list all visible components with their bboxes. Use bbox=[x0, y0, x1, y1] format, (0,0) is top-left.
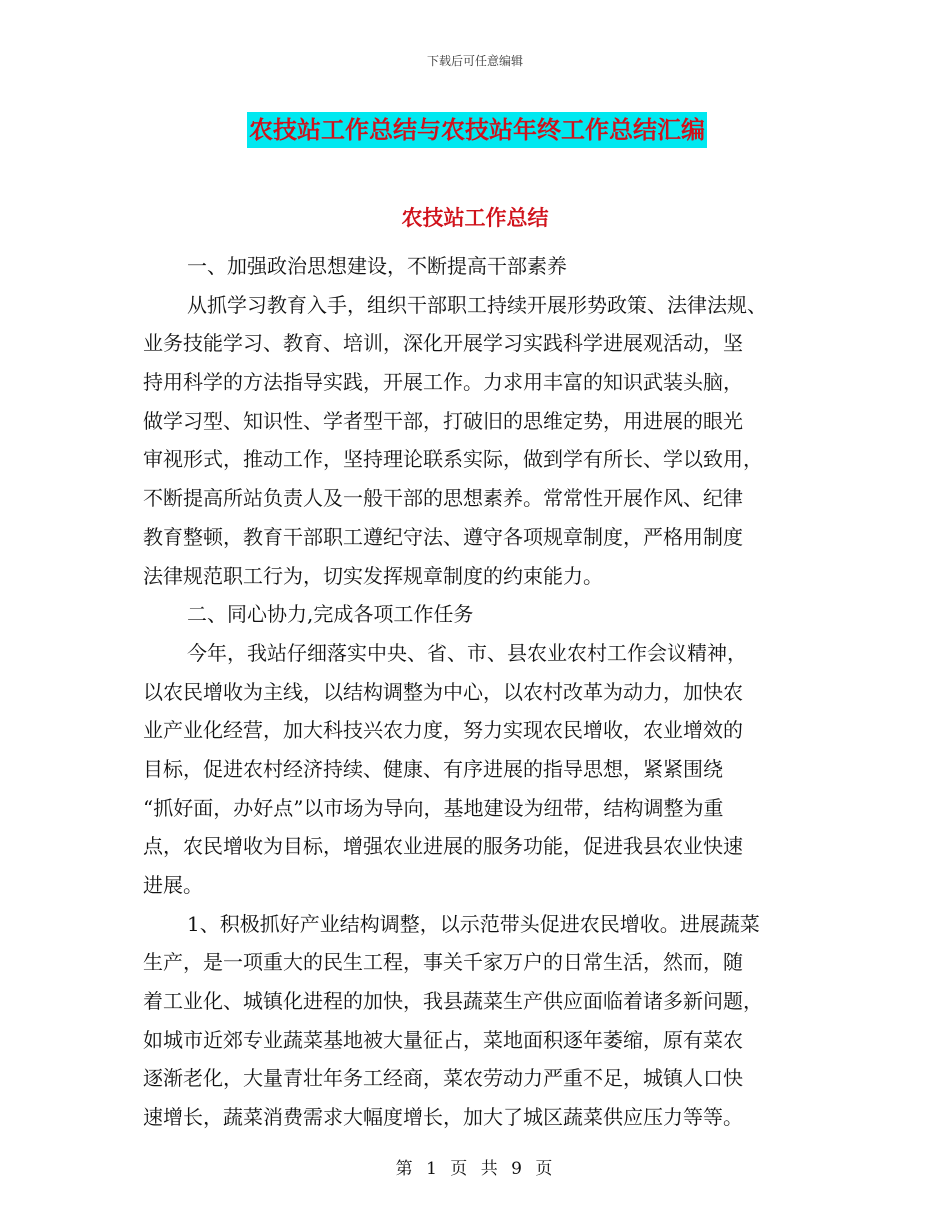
paragraph-line: 生产，是一项重大的民生工程，事关千家万户的日常生活，然而，随 bbox=[143, 950, 743, 975]
document-title: 农技站工作总结与农技站年终工作总结汇编 bbox=[247, 112, 707, 148]
paragraph-line: 教育整顿，教育干部职工遵纪守法、遵守各项规章制度，严格用制度 bbox=[143, 524, 743, 549]
page-number-footer: 第 1 页 共 9 页 bbox=[395, 1159, 555, 1179]
section-title: 农技站工作总结 bbox=[401, 205, 549, 230]
paragraph-line: 逐渐老化，大量青壮年务工经商，菜农劳动力严重不足，城镇人口快 bbox=[143, 1066, 743, 1091]
paragraph-line: 以农民增收为主线，以结构调整为中心，以农村改革为动力，加快农 bbox=[143, 679, 743, 704]
paragraph-line: “抓好面，办好点”以市场为导向，基地建设为纽带，结构调整为重 bbox=[143, 795, 724, 820]
paragraph-line: 着工业化、城镇化进程的加快，我县蔬菜生产供应面临着诸多新问题， bbox=[143, 989, 763, 1014]
paragraph-line: 做学习型、知识性、学者型干部，打破旧的思维定势，用进展的眼光 bbox=[143, 408, 743, 433]
paragraph-line: 如城市近郊专业蔬菜基地被大量征占，菜地面积逐年萎缩，原有菜农 bbox=[143, 1027, 743, 1052]
paragraph-line: 速增长，蔬菜消费需求大幅度增长，加大了城区蔬菜供应压力等等。 bbox=[143, 1105, 743, 1130]
paragraph-line: 不断提高所站负责人及一般干部的思想素养。常常性开展作风、纪律 bbox=[143, 486, 743, 511]
paragraph-line: 进展。 bbox=[143, 873, 203, 897]
paragraph-line: 点，农民增收为目标，增强农业进展的服务功能，促进我县农业快速 bbox=[143, 834, 743, 859]
paragraph-line: 目标，促进农村经济持续、健康、有序进展的指导思想，紧紧围绕 bbox=[143, 756, 723, 781]
header-note: 下载后可任意编辑 bbox=[426, 54, 523, 68]
paragraph-line: 法律规范职工行为，切实发挥规章制度的约束能力。 bbox=[143, 563, 603, 588]
document-body bbox=[143, 247, 813, 1137]
paragraph-line: 从抓学习教育入手，组织干部职工持续开展形势政策、法律法规、 bbox=[187, 292, 767, 317]
paragraph-line: 今年，我站仔细落实中央、省、市、县农业农村工作会议精神， bbox=[187, 640, 747, 665]
heading-line: 一、加强政治思想建设，不断提高干部素养 bbox=[187, 254, 567, 278]
paragraph-line: 审视形式，推动工作，坚持理论联系实际，做到学有所长、学以致用， bbox=[143, 447, 763, 472]
paragraph-line: 业务技能学习、教育、培训，深化开展学习实践科学进展观活动，坚 bbox=[143, 331, 743, 356]
paragraph-line: 业产业化经营，加大科技兴农力度，努力实现农民增收，农业增效的 bbox=[143, 718, 743, 743]
paragraph-line: 持用科学的方法指导实践，开展工作。力求用丰富的知识武装头脑， bbox=[143, 370, 743, 395]
heading-line: 二、同心协力,完成各项工作任务 bbox=[187, 602, 474, 627]
paragraph-line: 1、积极抓好产业结构调整，以示范带头促进农民增收。进展蔬菜 bbox=[187, 911, 760, 936]
